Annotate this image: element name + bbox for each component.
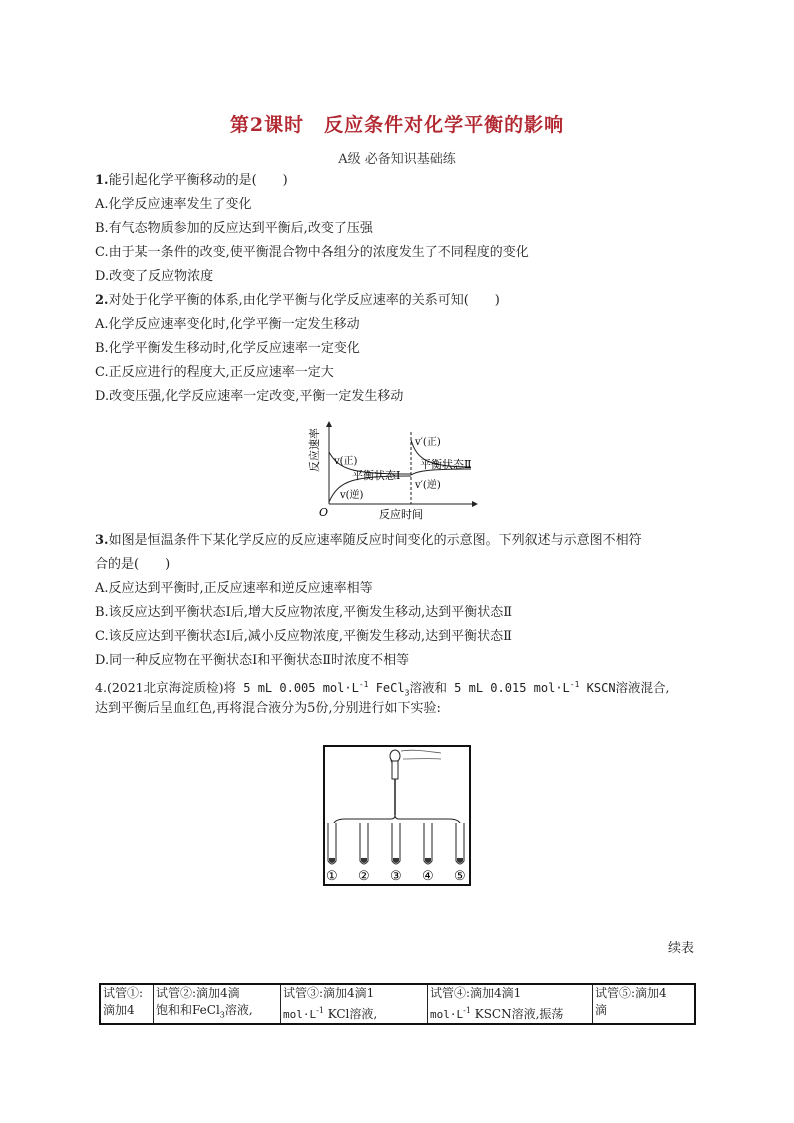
table-cell-tube-4: 试管④:滴加4滴1 $mol\cdot L^{-1}$ KSCN溶液,振荡 [428,984,593,1024]
question-3-option-b: B.该反应达到平衡状态Ⅰ后,增大反应物浓度,平衡发生移动,达到平衡状态Ⅱ [95,605,513,620]
question-1-option-a: A.化学反应速率发生了变化 [95,197,252,212]
x-axis-label: 反应时间 [379,508,423,521]
rate-time-diagram [305,418,495,522]
state-1-label: 平衡状态Ⅰ [352,469,401,482]
test-tube-5 [456,823,464,864]
test-tube-2 [360,823,368,864]
question-4-stem-line-2: 达到平衡后呈血红色,再将混合液分为5份,分别进行如下实验: [95,701,441,716]
test-tube-figure [323,745,471,887]
table-cell-tube-3: 试管③:滴加4滴1 $mol\cdot L^{-1}$ KCl溶液, [281,984,428,1024]
experiment-table [99,983,696,1025]
v-reverse-2-label: v′(逆) [415,480,441,491]
tube-label-3: ③ [390,869,402,884]
question-3-option-a: A.反应达到平衡时,正反应速率和逆反应速率相等 [95,581,373,596]
question-1-stem: 1.能引起化学平衡移动的是( ) [95,173,288,188]
question-1-option-b: B.有气态物质参加的反应达到平衡后,改变了压强 [95,221,373,236]
question-2-option-a: A.化学反应速率变化时,化学平衡一定发生移动 [95,317,360,332]
y-axis-label: 反应速率 [308,428,321,472]
continued-label: 续表 [668,941,695,956]
question-3-stem-line-1: 3.如图是恒温条件下某化学反应的反应速率随反应时间变化的示意图。下列叙述与示意图不相符 [95,533,642,548]
question-3-option-c: C.该反应达到平衡状态Ⅰ后,减小反应物浓度,平衡发生移动,达到平衡状态Ⅱ [95,629,512,644]
question-1-option-d: D.改变了反应物浓度 [95,269,214,284]
tube-label-2: ② [358,869,370,884]
question-2-option-b: B.化学平衡发生移动时,化学反应速率一定变化 [95,341,360,356]
question-3-option-d: D.同一种反应物在平衡状态Ⅰ和平衡状态Ⅱ时浓度不相等 [95,653,410,668]
question-4-stem-line-1: 4.(2021北京海淀质检)将 5 mL 0.005 $mol\cdot L^{-1}$ FeCl$_3$溶液和 5 mL 0.015 $mol\cdot L^{-1}$ KSCN溶液混合, [95,680,670,698]
state-2-label: 平衡状态Ⅱ [420,458,472,471]
question-2-option-c: C.正反应进行的程度大,正反应速率一定大 [95,365,334,380]
tube-label-1: ① [326,869,338,884]
question-2-option-d: D.改变压强,化学反应速率一定改变,平衡一定发生移动 [95,389,404,404]
origin-label: O [319,506,329,519]
v-forward-2-label: v′(正) [415,437,441,448]
test-tube-3 [392,823,400,864]
test-tube-1 [328,823,336,864]
question-1-option-c: C.由于某一条件的改变,使平衡混合物中各组分的浓度发生了不同程度的变化 [95,245,529,260]
question-2-stem: 2.对处于化学平衡的体系,由化学平衡与化学反应速率的关系可知( ) [95,293,500,308]
test-tube-4 [424,823,432,864]
page-title: 第2课时 反应条件对化学平衡的影响 [229,114,565,136]
v-forward-label: v(正) [334,456,358,467]
section-subtitle: A级 必备知识基础练 [338,152,456,167]
tube-label-5: ⑤ [454,869,466,884]
table-cell-tube-2: 试管②:滴加4滴 饱和和FeCl$_3$溶液, [154,984,281,1024]
table-cell-tube-5: 试管⑤:滴加4 滴 [593,984,696,1024]
table-row [100,984,695,1024]
table-cell-tube-1: 试管①: 滴加4 [103,986,144,1017]
tube-label-4: ④ [422,869,434,884]
v-reverse-label: v(逆) [340,490,364,501]
question-3-stem-line-2: 合的是( ) [95,557,171,572]
